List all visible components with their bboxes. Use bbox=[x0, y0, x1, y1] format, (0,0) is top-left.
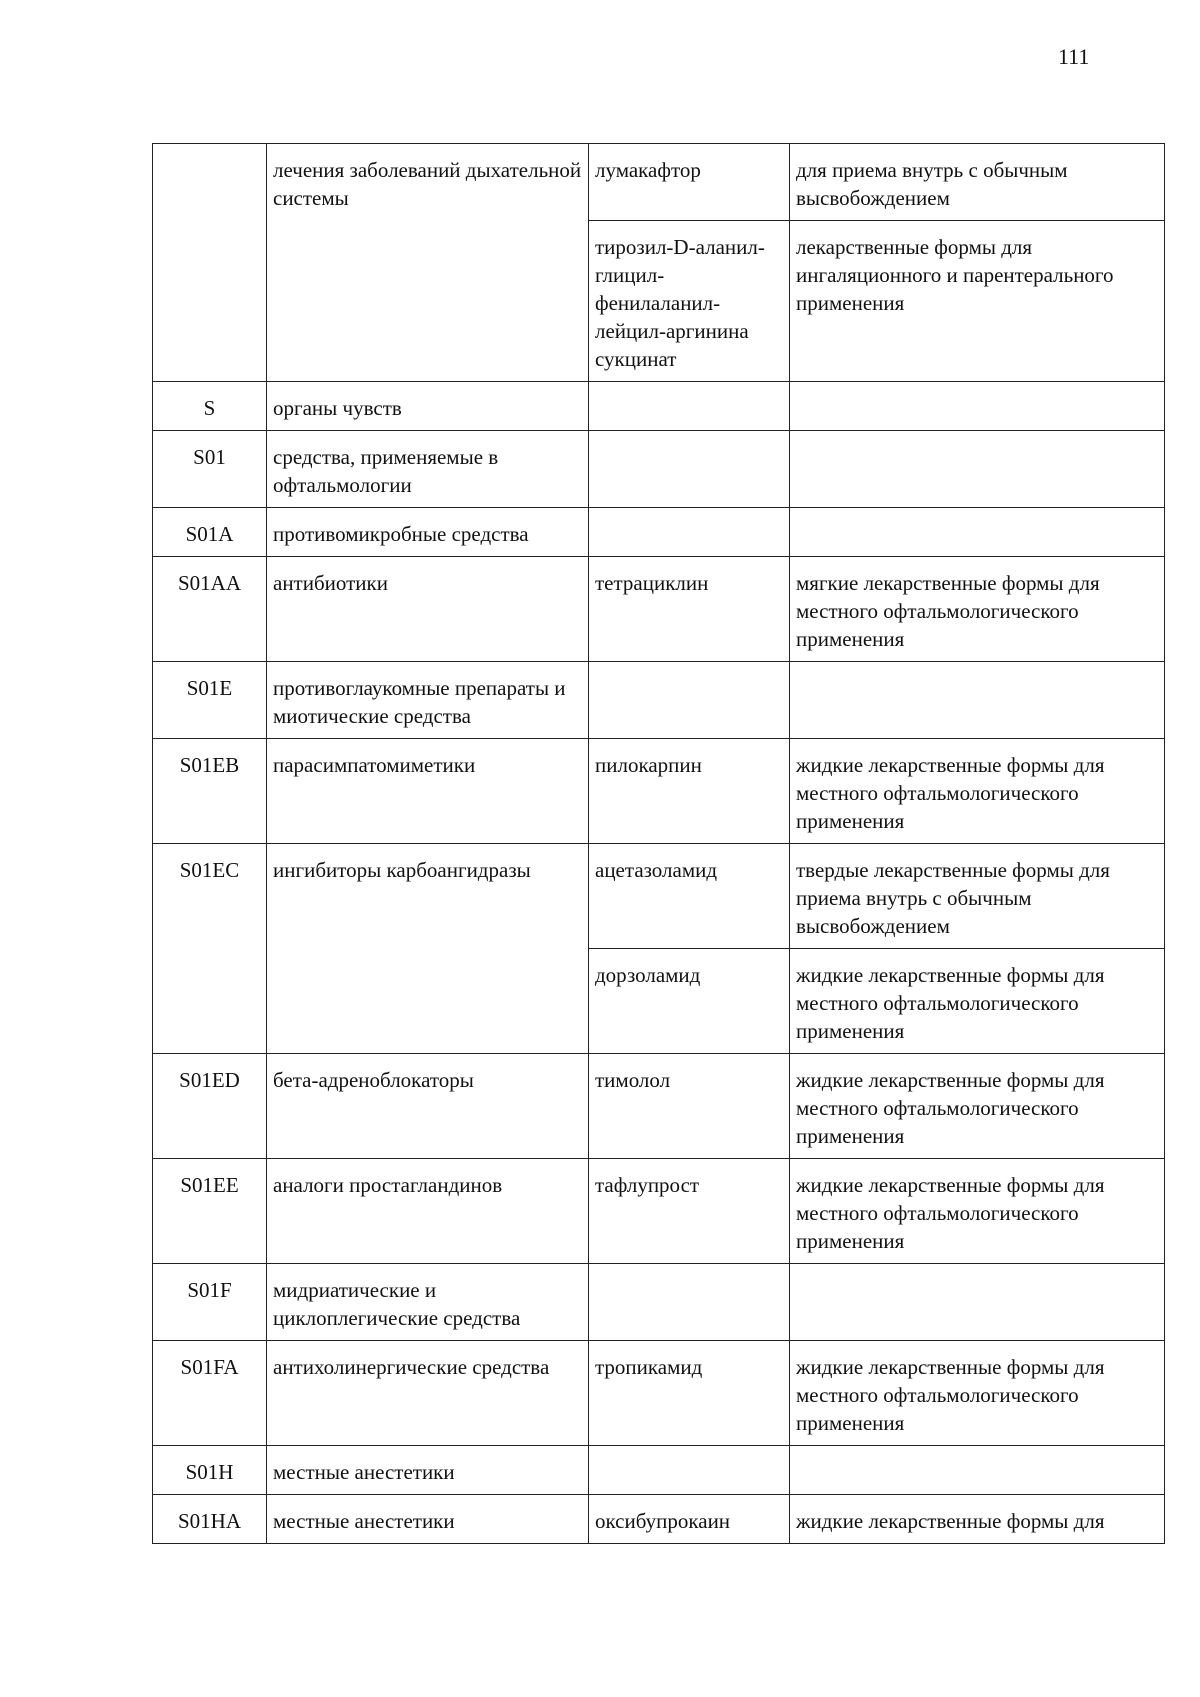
drug-table bbox=[152, 143, 1165, 1544]
group-name-cell: антихолинергические средства bbox=[267, 1341, 589, 1446]
drug-name-cell bbox=[589, 382, 790, 431]
drug-name-cell: ацетазоламид bbox=[589, 844, 790, 949]
dosage-form-cell: жидкие лекарственные формы для местного офтальмологического применения bbox=[790, 1054, 1165, 1159]
atc-code-cell: S01EC bbox=[153, 844, 267, 1054]
drug-name-cell bbox=[589, 508, 790, 557]
dosage-form-cell bbox=[790, 662, 1165, 739]
dosage-form-cell bbox=[790, 508, 1165, 557]
drug-name-cell bbox=[589, 1446, 790, 1495]
drug-name-cell: тирозил-D-аланил-глицил-фенилаланил-лейцил-аргинина сукцинат bbox=[589, 221, 790, 382]
drug-name-cell bbox=[589, 662, 790, 739]
dosage-form-cell: твердые лекарственные формы для приема внутрь с обычным высвобождением bbox=[790, 844, 1165, 949]
atc-code-cell: S01EB bbox=[153, 739, 267, 844]
atc-code-cell: S01F bbox=[153, 1264, 267, 1341]
table-row bbox=[153, 1264, 1165, 1341]
table-row bbox=[153, 508, 1165, 557]
atc-code-cell: S bbox=[153, 382, 267, 431]
table-row bbox=[153, 431, 1165, 508]
dosage-form-cell: мягкие лекарственные формы для местного офтальмологического применения bbox=[790, 557, 1165, 662]
table-row bbox=[153, 1159, 1165, 1264]
table-row bbox=[153, 1341, 1165, 1446]
group-name-cell: аналоги простагландинов bbox=[267, 1159, 589, 1264]
group-name-cell: ингибиторы карбоангидразы bbox=[267, 844, 589, 1054]
group-name-cell: органы чувств bbox=[267, 382, 589, 431]
table-body bbox=[153, 144, 1165, 1544]
drug-name-cell: тропикамид bbox=[589, 1341, 790, 1446]
group-name-cell: лечения заболеваний дыхательной системы bbox=[267, 144, 589, 382]
dosage-form-cell: жидкие лекарственные формы для местного офтальмологического применения bbox=[790, 949, 1165, 1054]
group-name-cell: противоглаукомные препараты и миотические средства bbox=[267, 662, 589, 739]
drug-name-cell: тетрациклин bbox=[589, 557, 790, 662]
drug-name-cell: тафлупрост bbox=[589, 1159, 790, 1264]
drug-name-cell bbox=[589, 1264, 790, 1341]
dosage-form-cell: жидкие лекарственные формы для местного офтальмологического применения bbox=[790, 1341, 1165, 1446]
dosage-form-cell: жидкие лекарственные формы для bbox=[790, 1495, 1165, 1544]
group-name-cell: парасимпатомиметики bbox=[267, 739, 589, 844]
dosage-form-cell bbox=[790, 1264, 1165, 1341]
atc-code-cell: S01 bbox=[153, 431, 267, 508]
table-row bbox=[153, 382, 1165, 431]
atc-code-cell: S01A bbox=[153, 508, 267, 557]
drug-name-cell: оксибупрокаин bbox=[589, 1495, 790, 1544]
dosage-form-cell bbox=[790, 431, 1165, 508]
group-name-cell: мидриатические и циклоплегические средства bbox=[267, 1264, 589, 1341]
dosage-form-cell: жидкие лекарственные формы для местного офтальмологического применения bbox=[790, 1159, 1165, 1264]
table-row bbox=[153, 1054, 1165, 1159]
drug-name-cell: тимолол bbox=[589, 1054, 790, 1159]
table-row bbox=[153, 844, 1165, 949]
group-name-cell: бета-адреноблокаторы bbox=[267, 1054, 589, 1159]
table-row bbox=[153, 1446, 1165, 1495]
atc-code-cell: S01E bbox=[153, 662, 267, 739]
dosage-form-cell bbox=[790, 1446, 1165, 1495]
drug-name-cell: лумакафтор bbox=[589, 144, 790, 221]
atc-code-cell: S01EE bbox=[153, 1159, 267, 1264]
table-row bbox=[153, 144, 1165, 221]
atc-code-cell: S01HA bbox=[153, 1495, 267, 1544]
page-number: 111 bbox=[1058, 44, 1090, 69]
drug-name-cell: пилокарпин bbox=[589, 739, 790, 844]
dosage-form-cell: жидкие лекарственные формы для местного офтальмологического применения bbox=[790, 739, 1165, 844]
group-name-cell: антибиотики bbox=[267, 557, 589, 662]
atc-code-cell: S01AA bbox=[153, 557, 267, 662]
group-name-cell: средства, применяемые в офтальмологии bbox=[267, 431, 589, 508]
dosage-form-cell bbox=[790, 382, 1165, 431]
table-row bbox=[153, 1495, 1165, 1544]
atc-code-cell bbox=[153, 144, 267, 382]
dosage-form-cell: для приема внутрь с обычным высвобождением bbox=[790, 144, 1165, 221]
drug-name-cell bbox=[589, 431, 790, 508]
table-row bbox=[153, 662, 1165, 739]
dosage-form-cell: лекарственные формы для ингаляционного и парентерального применения bbox=[790, 221, 1165, 382]
group-name-cell: противомикробные средства bbox=[267, 508, 589, 557]
group-name-cell: местные анестетики bbox=[267, 1446, 589, 1495]
group-name-cell: местные анестетики bbox=[267, 1495, 589, 1544]
table-row bbox=[153, 739, 1165, 844]
drug-name-cell: дорзоламид bbox=[589, 949, 790, 1054]
atc-code-cell: S01FA bbox=[153, 1341, 267, 1446]
table-row bbox=[153, 557, 1165, 662]
atc-code-cell: S01ED bbox=[153, 1054, 267, 1159]
atc-code-cell: S01H bbox=[153, 1446, 267, 1495]
